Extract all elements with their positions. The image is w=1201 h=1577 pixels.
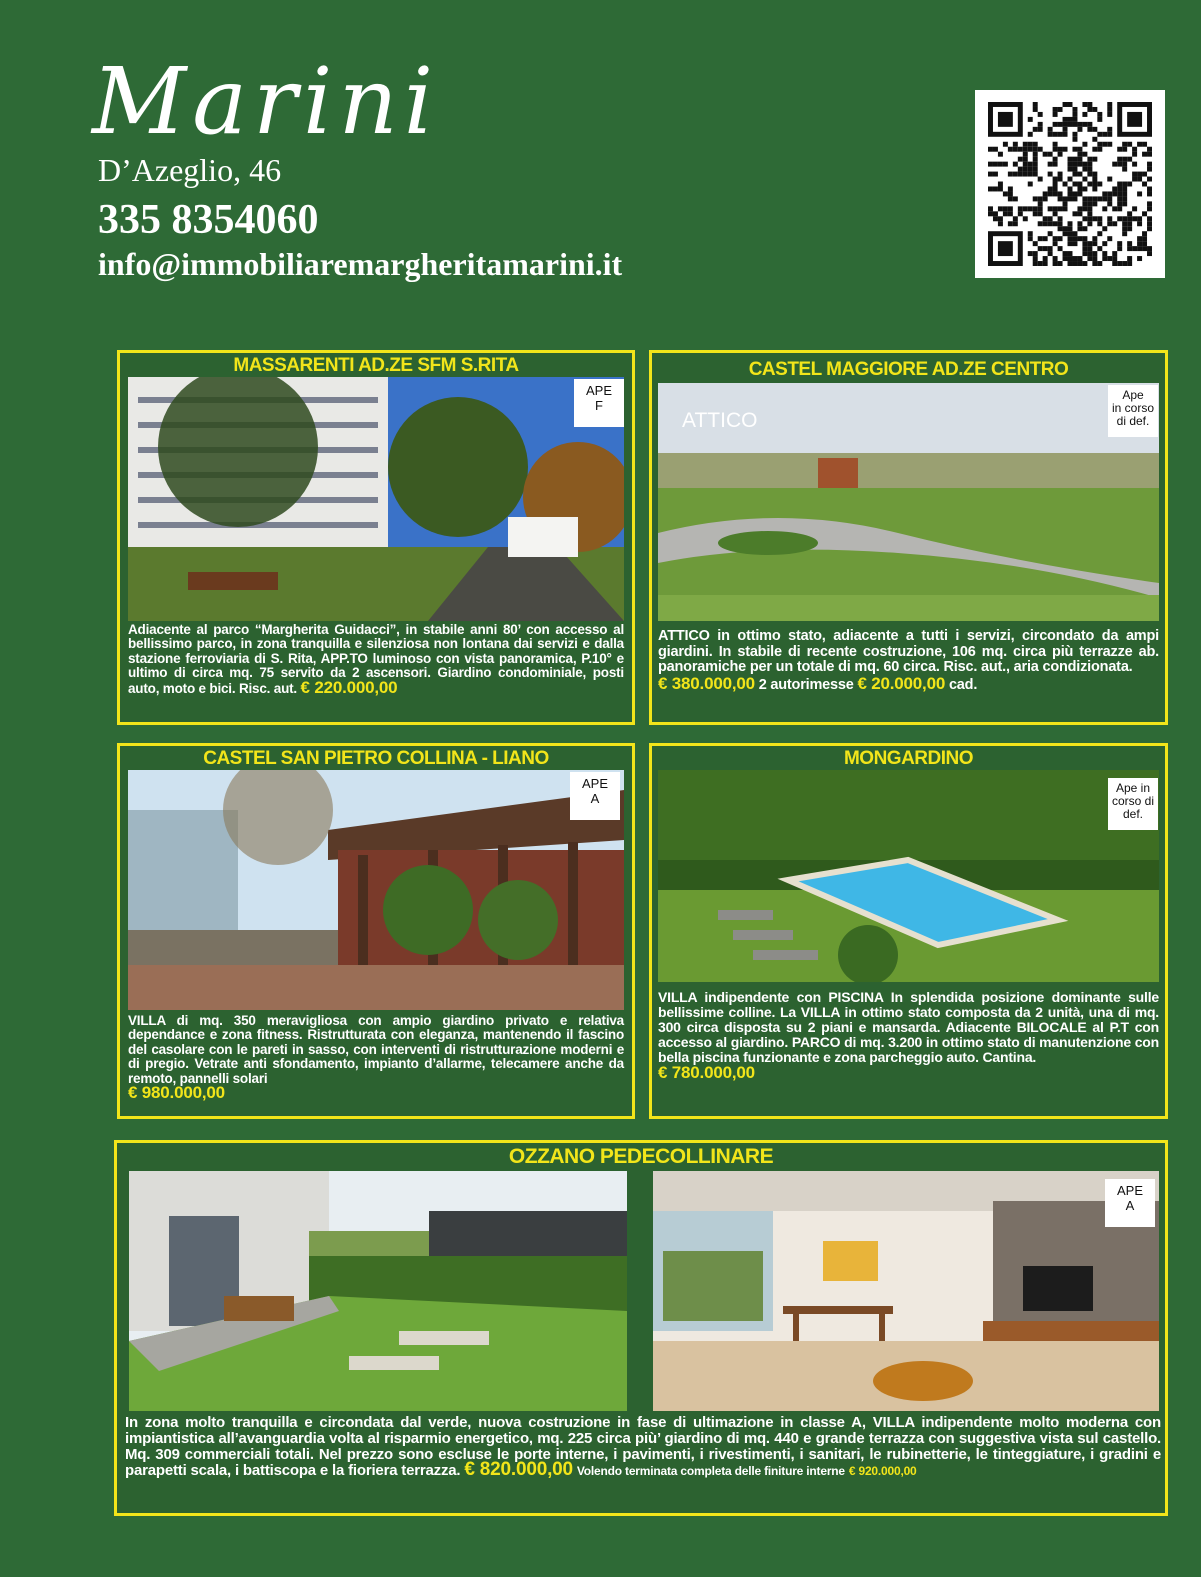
listing-title: CASTEL SAN PIETRO COLLINA - LIANO (203, 748, 549, 769)
listing-price: € 820.000,00 (464, 1459, 573, 1481)
listing-price: € 780.000,00 (658, 1063, 755, 1082)
listing-title: CASTEL MAGGIORE AD.ZE CENTRO (748, 359, 1069, 380)
qr-code-icon[interactable] (975, 90, 1165, 278)
garage-price: € 20.000,00 (857, 673, 946, 693)
qr-code-graphic (987, 102, 1153, 266)
ape-badge: APE A (570, 772, 620, 820)
listing-photo-roundabout-view[interactable] (658, 383, 1159, 621)
agency-address: D’Azeglio, 46 (98, 152, 282, 188)
photo-overlay-label: ATTICO (682, 409, 758, 432)
listing-card-ozzano[interactable] (114, 1140, 1168, 1516)
listing-title: OZZANO PEDECOLLINARE (508, 1145, 774, 1168)
listing-photo-villa-patio[interactable] (128, 770, 624, 1010)
agency-email[interactable]: info@immobiliaremargheritamarini.it (98, 246, 623, 282)
listing-description: In zona molto tranquilla e circondata dal verde, nuova costruzione in fase di ultimazione in classe A, VILLA indipendente molto moderna con impiantistica all’avanguardia volta al risparmio energetico, mq. 225 circa più’ giardino di mq. 440 e grande terrazza con suggestiva vista sul castello. Mq. 309 commerciali totali. Nel prezzo sono escluse le porte interne, i pavimenti, i rivestimenti, i sanitari, le rubinetterie, le tinteggiature, i gradini e parapetti scala, i battiscopa e la fioriera terrazza. € 820.000,00 Volendo terminata completa delle finiture interne € 920.000,00 (125, 1414, 1161, 1481)
listing-photo-pool-garden[interactable] (658, 770, 1159, 982)
listing-card-castel-san-pietro[interactable] (117, 743, 635, 1119)
listing-price: € 380.000,00 (658, 673, 755, 693)
listing-card-castel-maggiore[interactable] (649, 350, 1168, 725)
listing-photo-apartment-park[interactable] (128, 377, 624, 621)
ape-badge: Ape in corso di def. (1108, 385, 1158, 437)
listing-description: ATTICO in ottimo stato, adiacente a tutti i servizi, circondato da ampi giardini. In stabile di recente costruzione, 106 mq. circa più terrazze ab. panoramiche per un totale di mq. 60 circa. Risc. aut., aria condizionata. € 380.000,00 2 autorimesse € 20.000,00 cad. (658, 628, 1159, 693)
listing-card-mongardino[interactable] (649, 743, 1168, 1119)
ape-badge: APE F (574, 379, 624, 427)
finished-price: € 920.000,00 (848, 1464, 917, 1479)
ape-badge: Ape in corso di def. (1108, 778, 1158, 830)
listing-description: Adiacente al parco “Margherita Guidacci”, in stabile anni 80’ con accesso al bellissimo parco, in zona tranquilla e silenziosa non lontana dai servizi e dalla stazione ferroviaria di S. Rita, APP.TO luminoso con vista panoramica, P.10° e ultimo di circa mq. 75 servito da 2 ascensori. Giardino condominiale, posti auto, moto e bici. Risc. aut. € 220.000,00 (128, 622, 624, 697)
listing-price: € 980.000,00 (128, 1083, 225, 1103)
listing-description: VILLA indipendente con PISCINA In splendida posizione dominante sulle bellissime colline. La VILLA in ottimo stato composta da 2 unità, una di mq. 300 circa disposta su 2 piani e mansarda. Adiacente BILOCALE al P.T con accesso al giardino. PARCO di mq. 3.200 in ottimo stato di manutenzione con bella piscina funzionante e zona parcheggio auto. Cantina. € 780.000,00 (658, 989, 1159, 1082)
listing-card-massarenti[interactable] (117, 350, 635, 725)
marini-logo: Marini (92, 48, 440, 155)
listing-title: MONGARDINO (843, 748, 974, 769)
listing-price: € 220.000,00 (300, 677, 398, 697)
listing-description: VILLA di mq. 350 meravigliosa con ampio giardino privato e relativa dependance e zona fitness. Ristrutturata con eleganza, mantenendo il fascino del casolare con le pareti in sasso, con interventi di ristrutturazione moderni e di pregio. Vetrate anti sfondamento, impianto d’allarme, telecamere anche da remoto, pannelli solari € 980.000,00 (128, 1013, 624, 1103)
agency-phone[interactable]: 335 8354060 (98, 197, 319, 243)
listing-photo-garden-render[interactable] (129, 1171, 627, 1411)
listing-title: MASSARENTI AD.ZE SFM S.RITA (233, 355, 519, 376)
listing-photo-living-room-render[interactable] (653, 1171, 1159, 1411)
ape-badge: APE A (1105, 1179, 1155, 1227)
